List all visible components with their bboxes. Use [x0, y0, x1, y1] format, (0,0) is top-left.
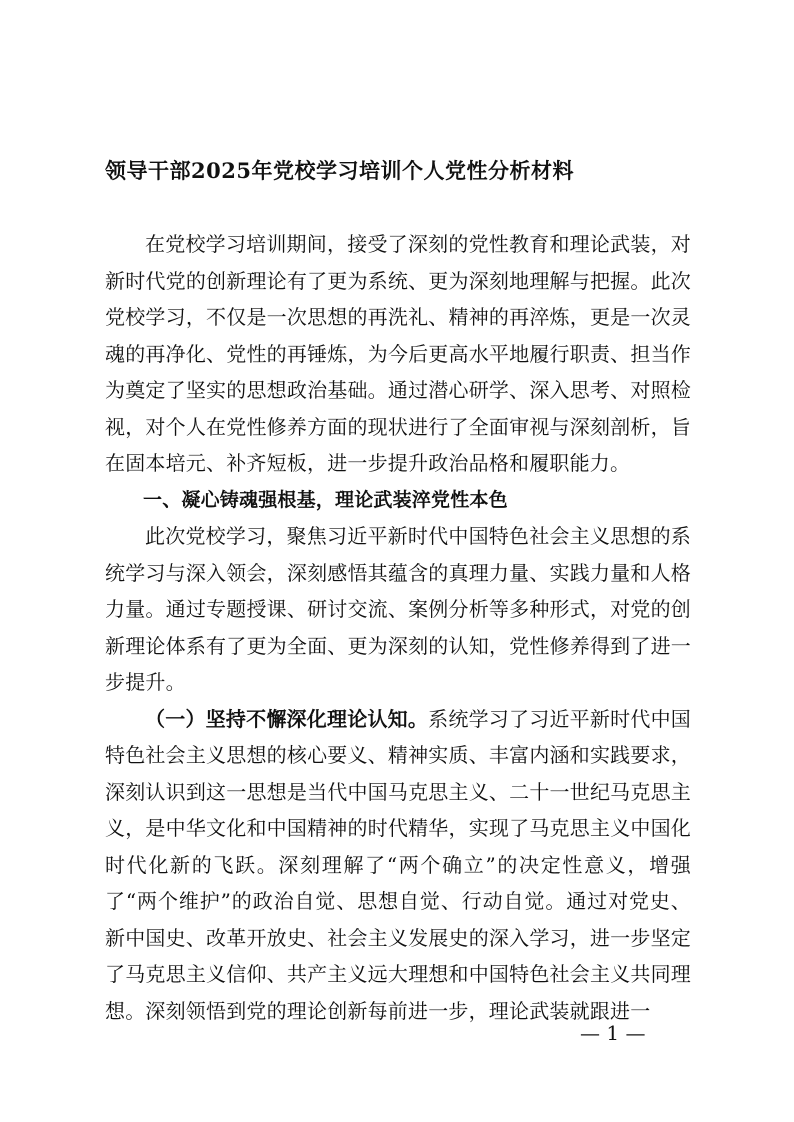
page-number: — 1 — — [580, 1021, 646, 1045]
section-heading: 一、凝心铸魂强根基，理论武装淬党性本色 — [143, 488, 508, 511]
section-paragraph: 此次党校学习，聚焦习近平新时代中国特色社会主义思想的系统学习与深入领会，深刻感悟其蕴含的真理力量、实践力量和人格力量。通过专题授课、研讨交流、案例分析等多种形式，对党的创新理论体系有了更为全面、更为深刻的认知，党性修养得到了进一步提升。 — [105, 524, 691, 694]
subsection-paragraph — [105, 701, 691, 1030]
document-title: 领导干部2025年党校学习培训个人党性分析材料 — [105, 158, 574, 183]
intro-paragraph: 在党校学习培训期间，接受了深刻的党性教育和理论武装，对新时代党的创新理论有了更为系统、更为深刻地理解与把握。此次党校学习，不仅是一次思想的再洗礼、精神的再淬炼，更是一次灵魂的再净化、党性的再锤炼，为今后更高水平地履行职责、担当作为奠定了坚实的思想政治基础。通过潜心研学、深入思考、对照检视，对个人在党性修养方面的现状进行了全面审视与深刻剖析，旨在固本培元、补齐短板，进一步提升政治品格和履职能力。 — [105, 232, 691, 475]
document-body — [105, 226, 691, 1029]
subsection-heading: （一）坚持不懈深化理论认知。 — [145, 706, 429, 731]
subsection-text: 系统学习了习近平新时代中国特色社会主义思想的核心要义、精神实质、丰富内涵和实践要求，深刻认识到这一思想是当代中国马克思主义、二十一世纪马克思主义，是中华文化和中国精神的时代精华，实现了马克思主义中国化时代化新的飞跃。深刻理解了“两个确立”的决定性意义，增强了“两个维护”的政治自觉、思想自觉、行动自觉。通过对党史、新中国史、改革开放史、社会主义发展史的深入学习，进一步坚定了马克思主义信仰、共产主义远大理想和中国特色社会主义共同理想。深刻领悟到党的理论创新每前进一步，理论武装就跟进一 — [105, 706, 691, 1023]
